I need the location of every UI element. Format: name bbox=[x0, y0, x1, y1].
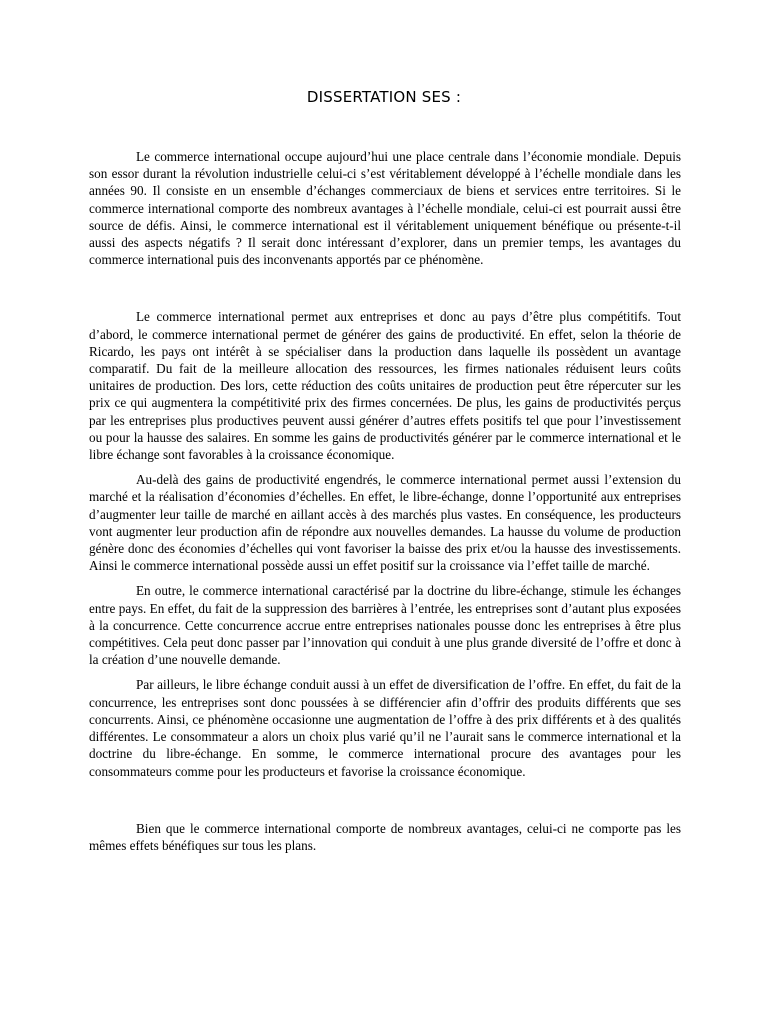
document-title: DISSERTATION SES : bbox=[306, 88, 462, 106]
paragraph-transition: Bien que le commerce international comporte de nombreux avantages, celui-ci ne comporte pas les mêmes effets bénéfiques sur tous les plans. bbox=[89, 820, 681, 853]
paragraph-spacer bbox=[89, 463, 681, 471]
paragraph-diversification: Par ailleurs, le libre échange conduit aussi à un effet de diversification de l’offre. En effet, du fait de la concurrence, les entreprises sont donc poussées à se différencier afin d’offrir des produits différents que ses concurrents. Ainsi, ce phénomène occasionne une augmentation de l’offre à des prix différents et à des qualités différentes. Le consommateur a alors un choix plus varié qu’il ne l’aurait sans le commerce international et la doctrine du libre-échange. En somme, le commerce international procure des avantages pour les consommateurs comme pour les producteurs et favorise la croissance économique. bbox=[89, 677, 681, 779]
section-spacer bbox=[89, 780, 681, 820]
paragraph-market-extension: Au-delà des gains de productivité engendrés, le commerce international permet aussi l’extension du marché et la réalisation d’économies d’échelles. En effet, le libre-échange, donne l’opportunité aux entreprises d’augmenter leur taille de marché en aillant accès à des marchés plus vastes. En conséquence, les producteurs vont augmenter leur production afin de répondre aux nouvelles demandes. La hausse du volume de production génère donc des économies d’échelles qui vont favoriser la baisse des prix et/ou la hausse des investissements. Ainsi le commerce international possède aussi un effet positif sur la croissance via l’effet taille de marché. bbox=[89, 472, 681, 574]
section-spacer bbox=[89, 268, 681, 308]
paragraph-introduction: Le commerce international occupe aujourd’hui une place centrale dans l’économie mondiale. Depuis son essor durant la révolution industrielle celui-ci s’est véritablement développé à l’échelle mondiale dans les années 90. Il consiste en un ensemble d’échanges commerciaux de biens et services entre territoires. Si le commerce international comporte des nombreux avantages à l’échelle mondiale, celui-ci est pourrait aussi être source de défis. Ainsi, le commerce international est il véritablement uniquement bénéfique ou présente-t-il aussi des aspects négatifs ? Il serait donc intéressant d’explorer, dans un premier temps, les avantages du commerce international puis des inconvenants apportés par ce phénomène. bbox=[89, 149, 681, 268]
paragraph-spacer bbox=[89, 574, 681, 582]
paragraph-competition: En outre, le commerce international caractérisé par la doctrine du libre-échange, stimule les échanges entre pays. En effet, du fait de la suppression des barrières à l’entrée, les entreprises sont d’autant plus exposées à la concurrence. Cette concurrence accrue entre entreprises nationales pousse donc les entreprises à être plus compétitives. Cela peut donc passer par l’innovation qui conduit à une plus grande diversité de l’offre et donc à la création d’une nouvelle demande. bbox=[89, 583, 681, 668]
document-body bbox=[89, 148, 681, 854]
paragraph-productivity: Le commerce international permet aux entreprises et donc au pays d’être plus compétitifs. Tout d’abord, le commerce international permet de générer des gains de productivité. En effet, selon la théorie de Ricardo, les pays ont intérêt à se spécialiser dans la production dans laquelle ils possèdent un avantage comparatif. Du fait de la meilleure allocation des ressources, les firmes nationales réduisent leurs coûts unitaires de production. Des lors, cette réduction des coûts unitaires de production peut être répercuter sur les prix ce qui augmentera la compétitivité prix des firmes concernées. De plus, les gains de productivités perçus par les entreprises plus productives peuvent aussi générer d’autres effets positifs tel que pour l’investissement ou pour la hausse des salaires. En somme les gains de productivités générer par le commerce international et le libre échange sont favorables à la croissance économique. bbox=[89, 309, 681, 463]
paragraph-spacer bbox=[89, 668, 681, 676]
